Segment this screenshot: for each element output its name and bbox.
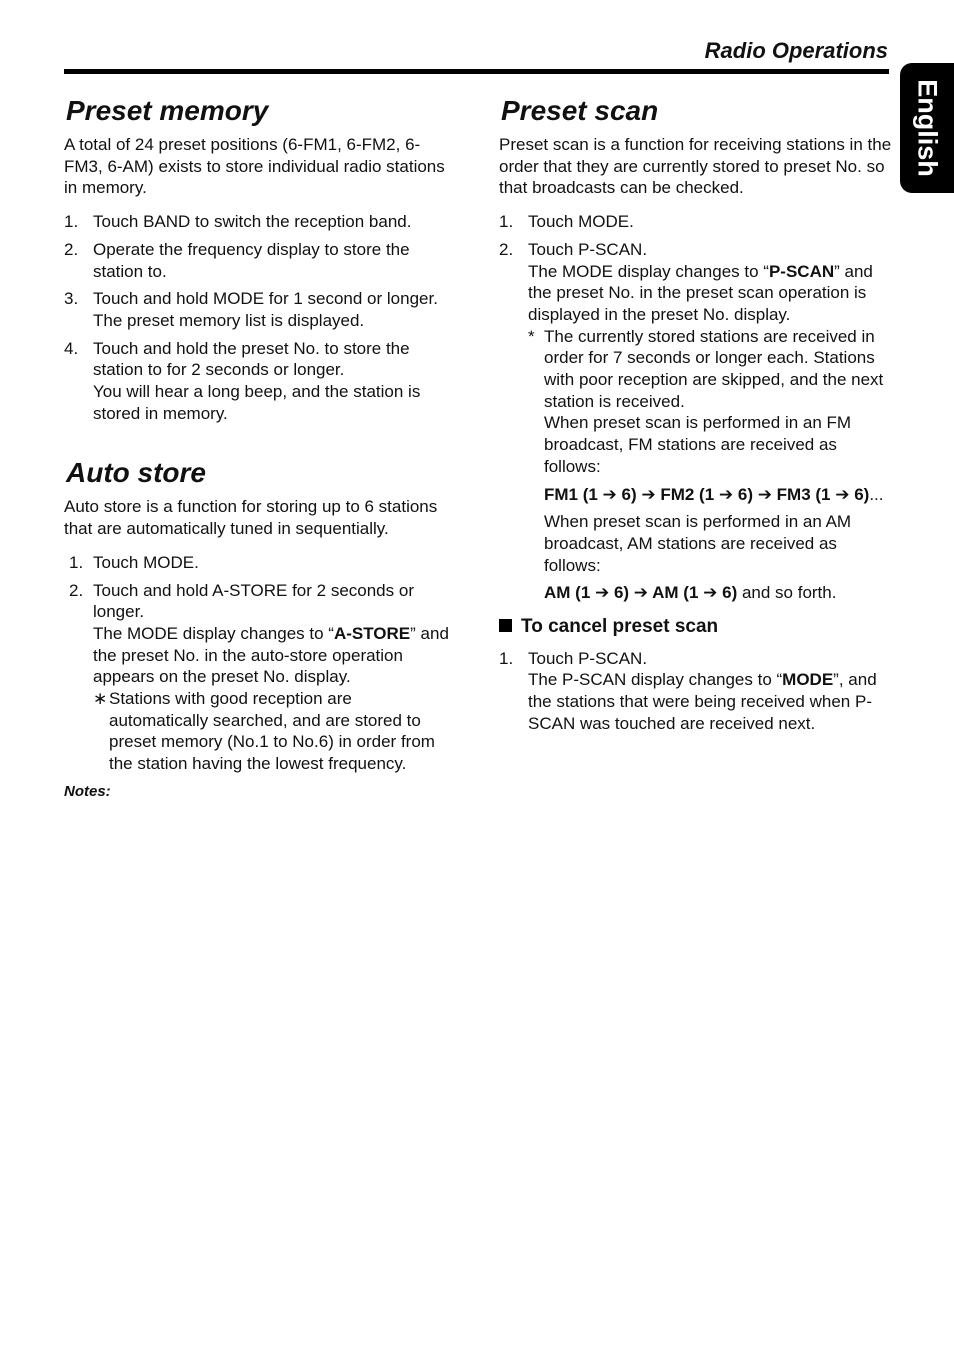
- preset-scan-heading: Preset scan: [501, 95, 659, 126]
- asterisk-note: [528, 326, 894, 604]
- preset-memory-steps: [64, 211, 454, 424]
- auto-store-steps: [64, 552, 454, 775]
- preset-memory-intro: A total of 24 preset positions (6-FM1, 6-FM2, 6-FM3, 6-AM) exists to store individual radio stations in memory.: [64, 135, 445, 198]
- step-text: Operate the frequency display to store the station to.: [93, 239, 410, 281]
- step-number: 2.: [69, 580, 84, 600]
- asterisk-text: Stations with good reception are automatically searched, and are stored to preset memory (No.1 to No.6) in order from the station having the lowest frequency.: [109, 689, 435, 774]
- note-keyword: MODE: [782, 670, 834, 690]
- step-note: [528, 669, 894, 734]
- cancel-scan-steps: [499, 648, 894, 735]
- language-tab: [900, 63, 954, 193]
- step-text: Touch BAND to switch the reception band.: [93, 212, 412, 232]
- step-number: 1.: [64, 212, 79, 232]
- notes-label: Notes:: [64, 782, 111, 800]
- list-item: [64, 288, 454, 331]
- step-number: 1.: [69, 552, 84, 572]
- header-rule: [64, 69, 889, 74]
- step-text: Touch and hold MODE for 1 second or longer.: [93, 289, 438, 309]
- list-item: [64, 580, 454, 775]
- am-sequence: [544, 582, 894, 604]
- square-bullet-icon: [499, 619, 512, 632]
- left-column: [64, 94, 454, 803]
- preset-scan-intro: Preset scan is a function for receiving stations in the order that they are currently stored to preset No. so that broadcasts can be checked.: [499, 135, 892, 198]
- list-item: [64, 211, 454, 233]
- auto-store-heading: Auto store: [66, 457, 206, 489]
- step-note: [93, 623, 454, 688]
- step-text: Touch and hold the preset No. to store the station to for 2 seconds or longer.: [93, 338, 410, 380]
- step-note: You will hear a long beep, and the station is stored in memory.: [93, 382, 421, 423]
- step-text: Touch MODE.: [528, 212, 634, 232]
- section-title: Radio Operations: [704, 38, 888, 63]
- step-number: 4.: [64, 338, 79, 358]
- fm-formula-tail: ...: [869, 484, 884, 504]
- note-text: ” and the preset No. in the preset scan operation is displayed in the preset No. display.: [528, 261, 873, 324]
- list-item: [499, 239, 894, 604]
- step-note: [528, 261, 894, 326]
- fm-sequence: [544, 484, 894, 506]
- fm-text: When preset scan is performed in an FM broadcast, FM stations are received as follows:: [544, 413, 852, 476]
- am-formula-tail: and so forth.: [737, 583, 837, 603]
- list-item: [64, 239, 454, 282]
- step-number: 2.: [64, 239, 79, 259]
- am-text: When preset scan is performed in an AM broadcast, AM stations are received as follows:: [544, 512, 852, 575]
- list-item: [499, 211, 894, 233]
- cancel-scan-heading: [499, 616, 894, 638]
- asterisk-icon: *: [528, 326, 535, 346]
- language-tab-label: English: [912, 79, 943, 177]
- step-number: 3.: [64, 289, 79, 309]
- asterisk-icon: ∗: [93, 689, 108, 709]
- step-number: 1.: [499, 212, 514, 232]
- preset-scan-steps: [499, 211, 894, 604]
- fm-formula: FM1 (1 ➔ 6) ➔ FM2 (1 ➔ 6) ➔ FM3 (1 ➔ 6): [544, 484, 870, 504]
- asterisk-text: The currently stored stations are received in order for 7 seconds or longer each. Stations with poor reception are skipped, and the next station is received.: [544, 326, 884, 411]
- step-note: The preset memory list is displayed.: [93, 310, 365, 330]
- list-item: [64, 338, 454, 425]
- list-item: [64, 552, 454, 574]
- list-item: [499, 648, 894, 735]
- step-number: 2.: [499, 239, 514, 259]
- step-text: Touch and hold A-STORE for 2 seconds or longer.: [93, 580, 414, 622]
- cancel-scan-title: To cancel preset scan: [521, 616, 719, 638]
- note-text: ” and the preset No. in the auto-store operation appears on the preset No. display.: [93, 623, 449, 687]
- note-keyword: P-SCAN: [768, 261, 835, 281]
- step-text: Touch P-SCAN.: [528, 239, 648, 259]
- step-text: Touch P-SCAN.: [528, 648, 648, 668]
- step-text: Touch MODE.: [93, 552, 199, 572]
- right-column: [499, 94, 894, 741]
- auto-store-intro: Auto store is a function for storing up to 6 stations that are automatically tuned in sequentially.: [64, 497, 438, 539]
- asterisk-note: [93, 688, 454, 775]
- note-keyword: A-STORE: [333, 623, 411, 643]
- preset-memory-heading: Preset memory: [66, 95, 269, 126]
- step-number: 1.: [499, 648, 514, 668]
- note-text: The MODE display changes to “: [93, 623, 334, 643]
- am-formula: AM (1 ➔ 6) ➔ AM (1 ➔ 6): [544, 583, 738, 603]
- note-text: ”, and the stations that were being received when P-SCAN was touched are received next.: [528, 670, 877, 733]
- note-text: The MODE display changes to “: [528, 261, 769, 281]
- note-text: The P-SCAN display changes to “: [528, 670, 783, 690]
